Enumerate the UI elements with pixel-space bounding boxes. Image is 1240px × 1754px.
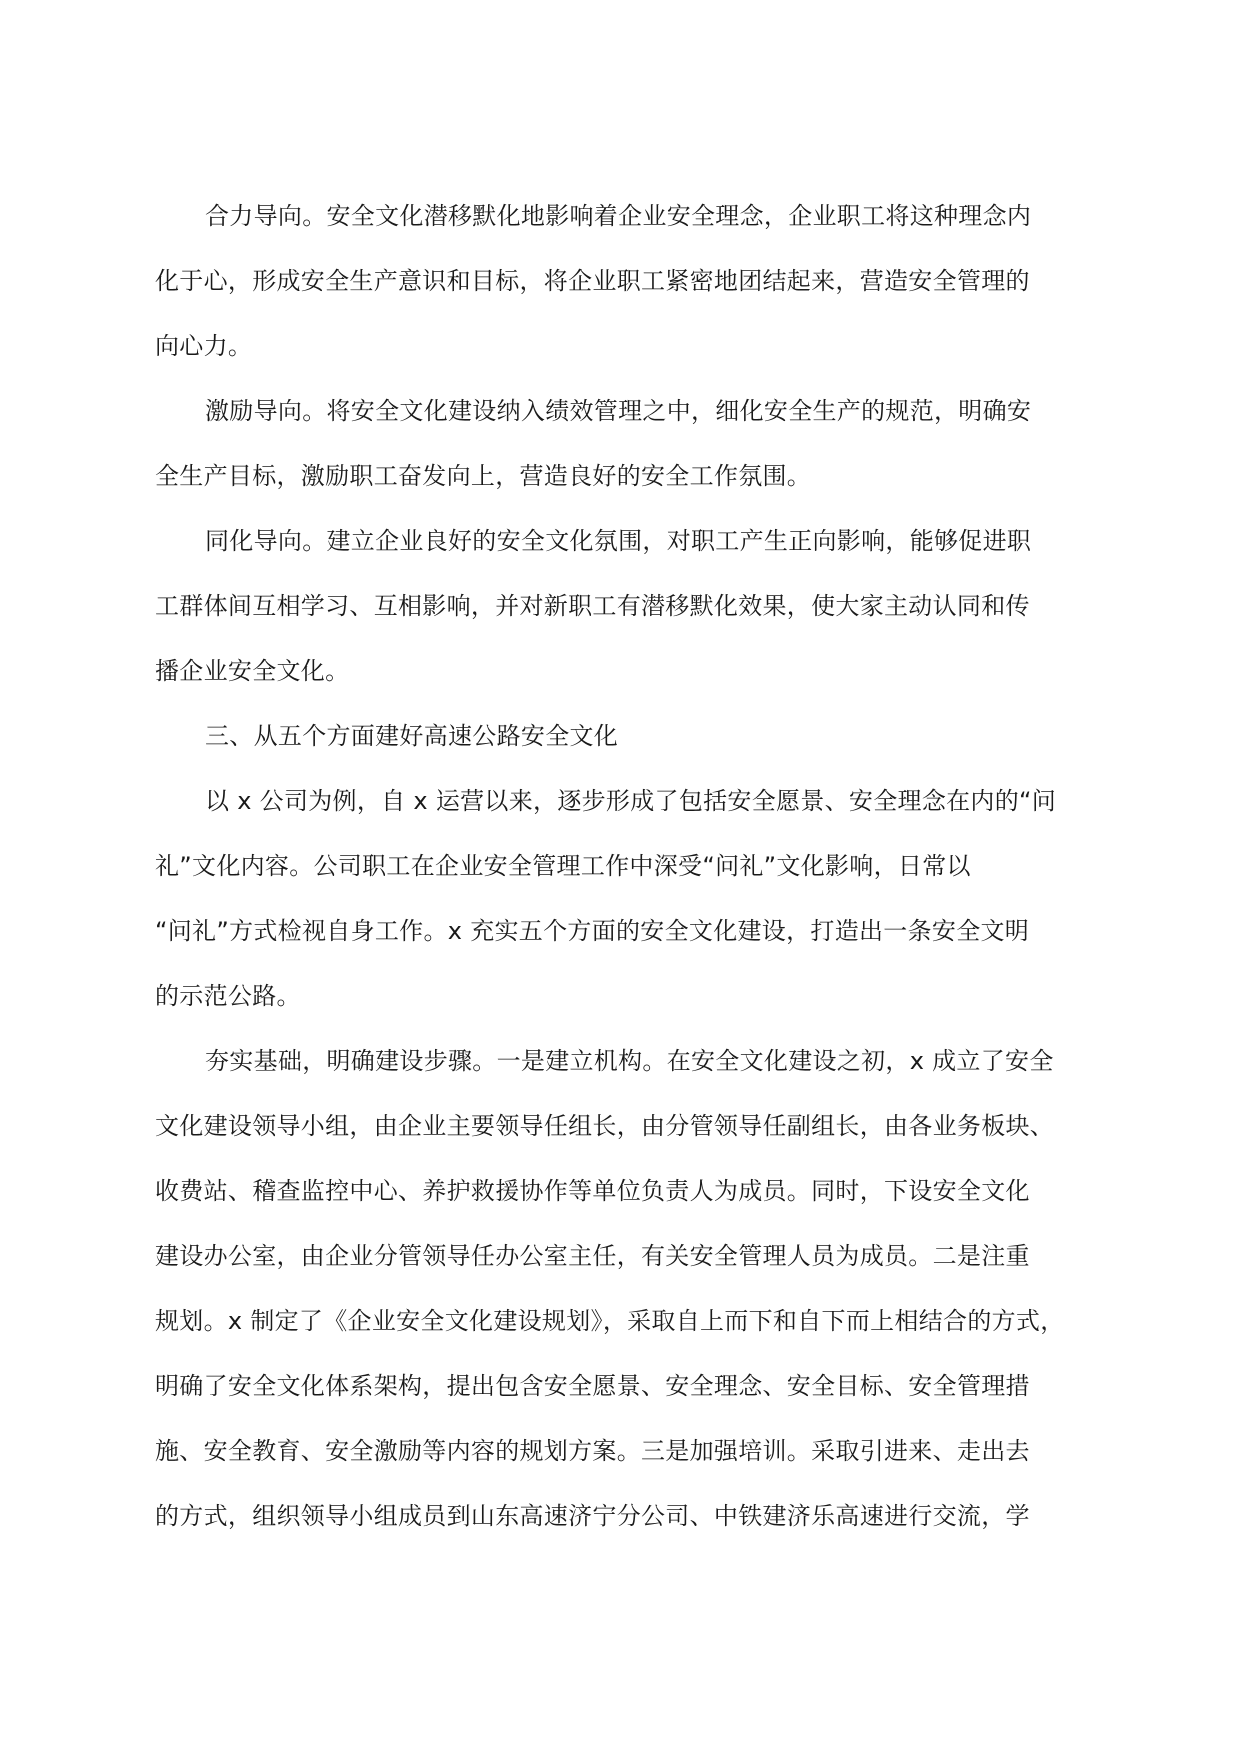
text-line: “问礼”方式检视自身工作。x 充实五个方面的安全文化建设，打造出一条安全文明: [155, 917, 1030, 945]
text-line: 施、安全教育、安全激励等内容的规划方案。三是加强培训。采取引进来、走出去: [155, 1437, 1030, 1465]
text-line: 文化建设领导小组，由企业主要领导任组长，由分管领导任副组长，由各业务板块、: [155, 1112, 1055, 1140]
text-line: 礼”文化内容。公司职工在企业安全管理工作中深受“问礼”文化影响，日常以: [155, 852, 971, 880]
document-body: [155, 184, 1085, 1549]
text-line: 化于心，形成安全生产意识和目标，将企业职工紧密地团结起来，营造安全管理的: [155, 267, 1030, 295]
text-line: 的示范公路。: [155, 982, 301, 1010]
text-line: 工群体间互相学习、互相影响，并对新职工有潜移默化效果，使大家主动认同和传: [155, 592, 1030, 620]
text-line: 以 x 公司为例，自 x 运营以来，逐步形成了包括安全愿景、安全理念在内的“问: [205, 787, 1057, 815]
text-line: 规划。x 制定了《企业安全文化建设规划》，采取自上而下和自下而上相结合的方式，: [155, 1307, 1065, 1335]
text-line: 收费站、稽查监控中心、养护救援协作等单位负责人为成员。同时，下设安全文化: [155, 1177, 1030, 1205]
para-jili-daoxiang: [155, 379, 1085, 509]
text-line: 夯实基础，明确建设步骤。一是建立机构。在安全文化建设之初，x 成立了安全: [205, 1047, 1054, 1075]
text-line: 建设办公室，由企业分管领导任办公室主任，有关安全管理人员为成员。二是注重: [155, 1242, 1030, 1270]
text-line: 明确了安全文化体系架构，提出包含安全愿景、安全理念、安全目标、安全管理措: [155, 1372, 1030, 1400]
para-tonghua-daoxiang: [155, 509, 1085, 704]
text-line: 合力导向。安全文化潜移默化地影响着企业安全理念，企业职工将这种理念内: [205, 202, 1032, 230]
text-line: 播企业安全文化。: [155, 657, 350, 685]
para-hangshi-jichu: [155, 1029, 1085, 1549]
section-heading-three: [155, 704, 1085, 769]
para-heli-daoxiang: [155, 184, 1085, 379]
text-line: 向心力。: [155, 332, 253, 360]
text-line: 同化导向。建立企业良好的安全文化氛围，对职工产生正向影响，能够促进职: [205, 527, 1032, 555]
para-company-example: [155, 769, 1085, 1029]
text-line: 三、从五个方面建好高速公路安全文化: [205, 722, 619, 750]
text-line: 的方式，组织领导小组成员到山东高速济宁分公司、中铁建济乐高速进行交流，学: [155, 1502, 1030, 1530]
text-line: 激励导向。将安全文化建设纳入绩效管理之中，细化安全生产的规范，明确安: [205, 397, 1032, 425]
text-line: 全生产目标，激励职工奋发向上，营造良好的安全工作氛围。: [155, 462, 812, 490]
